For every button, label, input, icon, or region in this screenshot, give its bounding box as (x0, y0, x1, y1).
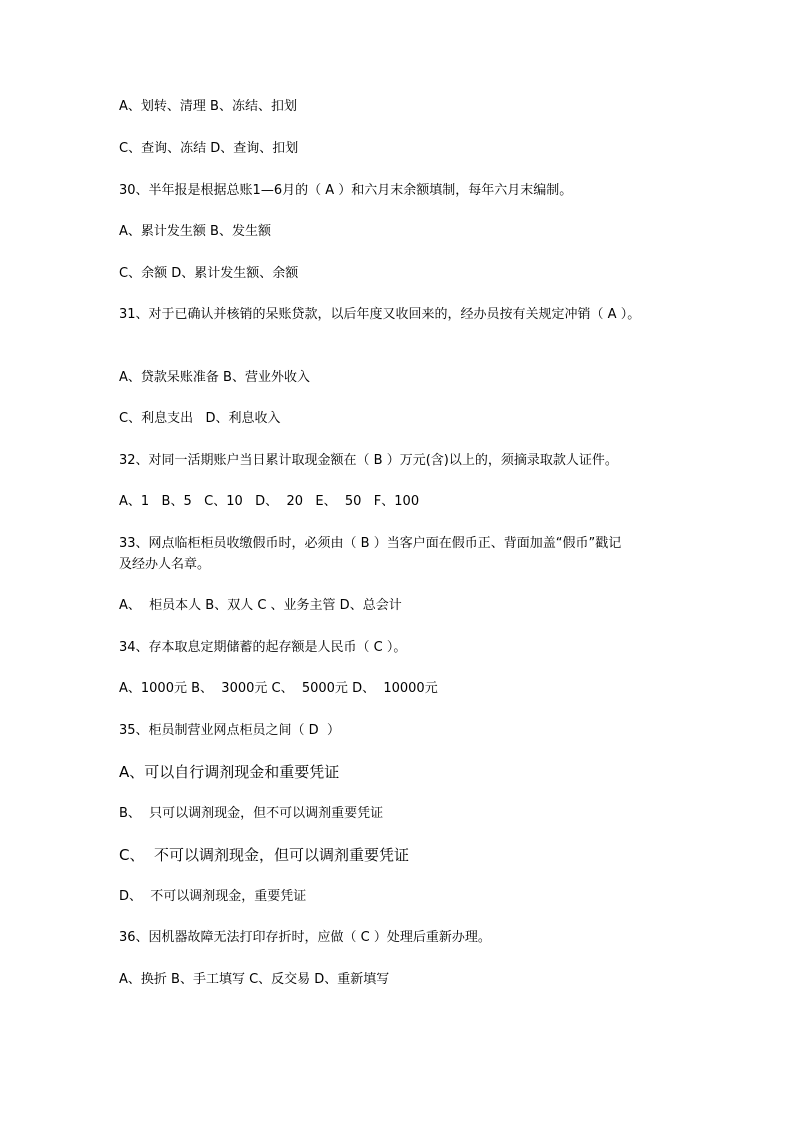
text-line: 30、半年报是根据总账1—6月的（ A ）和六月末余额填制，每年六月末编制。 (119, 183, 573, 198)
text-line: B、 只可以调剂现金，但不可以调剂重要凭证 (119, 806, 384, 821)
text-line: A、贷款呆账准备 B、营业外收入 (119, 370, 310, 385)
text-line: C、利息支出 D、利息收入 (119, 411, 281, 426)
text-line: C、余额 D、累计发生额、余额 (119, 266, 299, 281)
text-line: 及经办人名章。 (119, 557, 211, 572)
text-line: A、1000元 B、 3000元 C、 5000元 D、 10000元 (119, 681, 438, 696)
text-line: C、查询、冻结 D、查询、扣划 (119, 141, 299, 156)
text-line: A、可以自行调剂现金和重要凭证 (119, 763, 340, 781)
text-line: A、累计发生额 B、发生额 (119, 224, 271, 239)
text-line: D、 不可以调剂现金，重要凭证 (119, 889, 307, 904)
text-line: C、 不可以调剂现金，但可以调剂重要凭证 (119, 846, 410, 864)
text-line: 36、因机器故障无法打印存折时，应做（ C ）处理后重新办理。 (119, 930, 491, 945)
text-line: 31、对于已确认并核销的呆账贷款，以后年度又收回来的，经办员按有关规定冲销（ A ）。 (119, 307, 641, 322)
text-line: 35、柜员制营业网点柜员之间（ D ） (119, 723, 340, 738)
text-line: A、 柜员本人 B、双人 C 、业务主管 D、总会计 (119, 598, 402, 613)
text-line: 33、网点临柜柜员收缴假币时，必须由（ B ）当客户面在假币正、背面加盖“假币”戳记 (119, 536, 622, 551)
text-line: A、划转、清理 B、冻结、扣划 (119, 99, 297, 114)
text-line: A、1 B、5 C、10 D、 20 E、 50 F、100 (119, 494, 420, 509)
text-line: A、换折 B、手工填写 C、反交易 D、重新填写 (119, 972, 390, 987)
text-line: 32、对同一活期账户当日累计取现金额在（ B ）万元(含)以上的，须摘录取款人证件。 (119, 453, 618, 468)
text-line: 34、存本取息定期储蓄的起存额是人民币（ C ）。 (119, 640, 407, 655)
